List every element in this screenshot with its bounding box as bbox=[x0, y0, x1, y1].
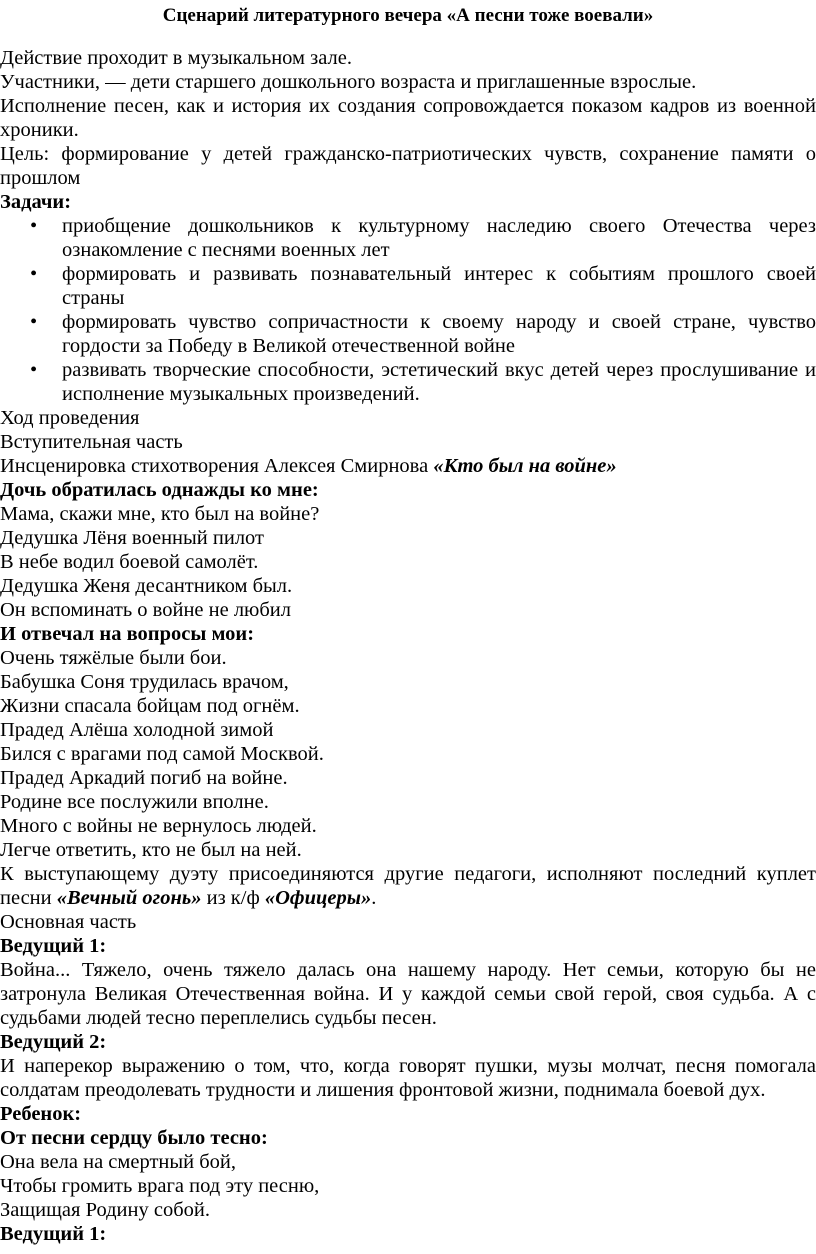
bullet-icon: • bbox=[30, 359, 38, 381]
poem-line: Бился с врагами под самой Москвой. bbox=[0, 743, 324, 765]
song-title: «Вечный огонь» bbox=[56, 887, 202, 909]
film-title: «Офицеры» bbox=[264, 887, 372, 909]
child-label: Ребенок: bbox=[0, 1103, 82, 1125]
intro-part-heading: Вступительная часть bbox=[0, 431, 183, 453]
intro-paragraph: Участники, — дети старшего дошкольного возраста и приглашенные взрослые. bbox=[0, 71, 697, 93]
host2-label: Ведущий 2: bbox=[0, 1031, 107, 1053]
poem-line: В небе водил боевой самолёт. bbox=[0, 551, 259, 573]
duet-paragraph: К выступающему дуэту присоединяются другие педагоги, исполняют последний куплет песни «Вечный огонь» из к/ф «Офицеры». bbox=[0, 863, 816, 909]
tasks-heading: Задачи: bbox=[0, 191, 72, 213]
poem-title: «Кто был на войне» bbox=[433, 455, 617, 477]
poem-heading: И отвечал на вопросы мои: bbox=[0, 623, 255, 645]
child-heading: От песни сердцу было тесно: bbox=[0, 1127, 268, 1149]
bullet-icon: • bbox=[30, 263, 38, 285]
list-item: • формировать и развивать познавательный интерес к событиям прошлого своей страны bbox=[30, 263, 816, 309]
poem-line: Бабушка Соня трудилась врачом, bbox=[0, 671, 289, 693]
bullet-icon: • bbox=[30, 311, 38, 333]
host2-text: И наперекор выражению о том, что, когда говорят пушки, музы молчат, песня помогала солдатам преодолевать трудности и лишения фронтовой жизни, поднимала боевой дух. bbox=[0, 1055, 816, 1101]
poem-line: Прадед Алёша холодной зимой bbox=[0, 719, 274, 741]
host1-label-2: Ведущий 1: bbox=[0, 1223, 107, 1245]
list-item: • формировать чувство сопричастности к своему народу и своей стране, чувство гордости за Победу в Великой отечественной войне bbox=[30, 311, 816, 357]
poem-line: Она вела на смертный бой, bbox=[0, 1151, 237, 1173]
poem-heading: Дочь обратилась однажды ко мне: bbox=[0, 479, 319, 501]
course-heading: Ход проведения bbox=[0, 407, 140, 429]
staging-line: Инсценировка стихотворения Алексея Смирнова «Кто был на войне» bbox=[0, 455, 617, 477]
main-part-heading: Основная часть bbox=[0, 911, 137, 933]
goal-paragraph: Цель: формирование у детей гражданско-патриотических чувств, сохранение памяти о прошлом bbox=[0, 143, 816, 189]
host1-label: Ведущий 1: bbox=[0, 935, 107, 957]
poem-line: Очень тяжёлые были бои. bbox=[0, 647, 227, 669]
poem-line: Прадед Аркадий погиб на войне. bbox=[0, 767, 288, 789]
intro-paragraph: Исполнение песен, как и история их создания сопровождается показом кадров из военной хроники. bbox=[0, 95, 816, 141]
poem-line: Жизни спасала бойцам под огнём. bbox=[0, 695, 300, 717]
poem-line: Он вспоминать о войне не любил bbox=[0, 599, 292, 621]
intro-paragraph: Действие проходит в музыкальном зале. bbox=[0, 47, 352, 69]
poem-line: Много с войны не вернулось людей. bbox=[0, 815, 317, 837]
list-item: • приобщение дошкольников к культурному наследию своего Отечества через ознакомление с песнями военных лет bbox=[30, 215, 816, 261]
poem-line: Родине все послужили вполне. bbox=[0, 791, 269, 813]
poem-line: Дедушка Женя десантником был. bbox=[0, 575, 293, 597]
poem-line: Легче ответить, кто не был на ней. bbox=[0, 839, 302, 861]
poem-line: Дедушка Лёня военный пилот bbox=[0, 527, 264, 549]
list-item: • развивать творческие способности, эстетический вкус детей через прослушивание и исполнение музыкальных произведений. bbox=[30, 359, 816, 405]
poem-line: Защищая Родину собой. bbox=[0, 1199, 210, 1221]
poem-line: Мама, скажи мне, кто был на войне? bbox=[0, 503, 320, 525]
poem-line: Чтобы громить врага под эту песню, bbox=[0, 1175, 320, 1197]
bullet-icon: • bbox=[30, 215, 38, 237]
host1-text: Война... Тяжело, очень тяжело далась она нашему народу. Нет семьи, которую бы не затронула Великая Отечественная война. И у каждой семьи свой герой, своя судьба. А с судьбами людей тесно переплелись судьбы песен. bbox=[0, 959, 816, 1029]
document-title: Сценарий литературного вечера «А песни тоже воевали» bbox=[162, 5, 654, 26]
tasks-list bbox=[0, 214, 816, 406]
